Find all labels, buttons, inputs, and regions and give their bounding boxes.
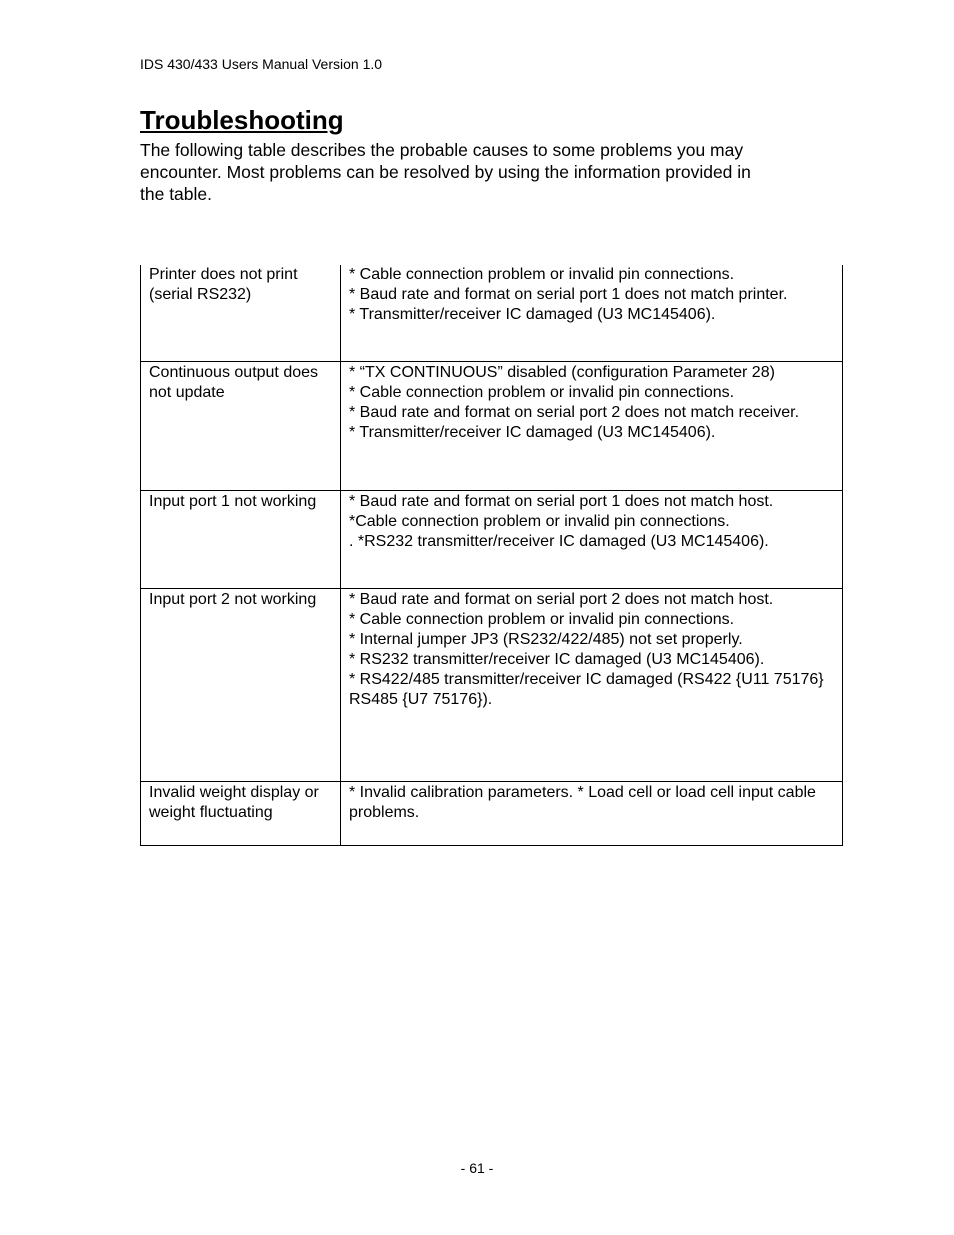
- problem-cell: Input port 1 not working: [141, 491, 341, 589]
- intro-paragraph: [140, 139, 830, 205]
- cause-cell: [341, 265, 843, 362]
- troubleshooting-table: [140, 265, 843, 846]
- table-row: [141, 782, 843, 846]
- running-header: IDS 430/433 Users Manual Version 1.0: [140, 56, 383, 72]
- cause-item: * Invalid calibration parameters. * Load cell or load cell input cable problems.: [349, 784, 816, 821]
- cause-item: * Cable connection problem or invalid pin connections.: [349, 266, 735, 283]
- intro-line-3: the table.: [140, 184, 212, 204]
- cause-item: * “TX CONTINUOUS” disabled (configuration Parameter 28): [349, 364, 775, 381]
- table-row: [141, 362, 843, 491]
- problem-cell: Printer does not print (serial RS232): [141, 265, 341, 362]
- cause-item: * RS232 transmitter/receiver IC damaged (U3 MC145406).: [349, 651, 765, 668]
- cause-cell: [341, 782, 843, 846]
- cause-item: * RS422/485 transmitter/receiver IC damaged (RS422 {U11 75176} RS485 {U7 75176}).: [349, 671, 824, 708]
- cause-item: * Cable connection problem or invalid pin connections.: [349, 384, 735, 401]
- cause-item: * Cable connection problem or invalid pin connections.: [349, 611, 735, 628]
- cause-cell: [341, 491, 843, 589]
- cause-item: * Internal jumper JP3 (RS232/422/485) not set properly.: [349, 631, 743, 648]
- cause-item: *Cable connection problem or invalid pin connections.: [349, 513, 730, 530]
- cause-item: * Transmitter/receiver IC damaged (U3 MC145406).: [349, 424, 716, 441]
- table-row: [141, 265, 843, 362]
- page-number: - 61 -: [460, 1160, 494, 1176]
- cause-item: . *RS232 transmitter/receiver IC damaged (U3 MC145406).: [349, 533, 769, 550]
- cause-item: * Baud rate and format on serial port 1 does not match printer.: [349, 286, 788, 303]
- cause-cell: [341, 589, 843, 782]
- cause-item: * Baud rate and format on serial port 2 does not match host.: [349, 591, 774, 608]
- problem-cell: Input port 2 not working: [141, 589, 341, 782]
- section-title: Troubleshooting: [140, 105, 344, 135]
- cause-item: * Transmitter/receiver IC damaged (U3 MC145406).: [349, 306, 716, 323]
- problem-cell: Invalid weight display or weight fluctuating: [141, 782, 341, 846]
- intro-line-1: The following table describes the probable causes to some problems you may: [140, 140, 744, 160]
- problem-cell: Continuous output does not update: [141, 362, 341, 491]
- intro-line-2: encounter. Most problems can be resolved by using the information provided in: [140, 162, 751, 182]
- cause-item: * Baud rate and format on serial port 1 does not match host.: [349, 493, 774, 510]
- table-row: [141, 589, 843, 782]
- table-row: [141, 491, 843, 589]
- cause-cell: [341, 362, 843, 491]
- cause-item: * Baud rate and format on serial port 2 does not match receiver.: [349, 404, 800, 421]
